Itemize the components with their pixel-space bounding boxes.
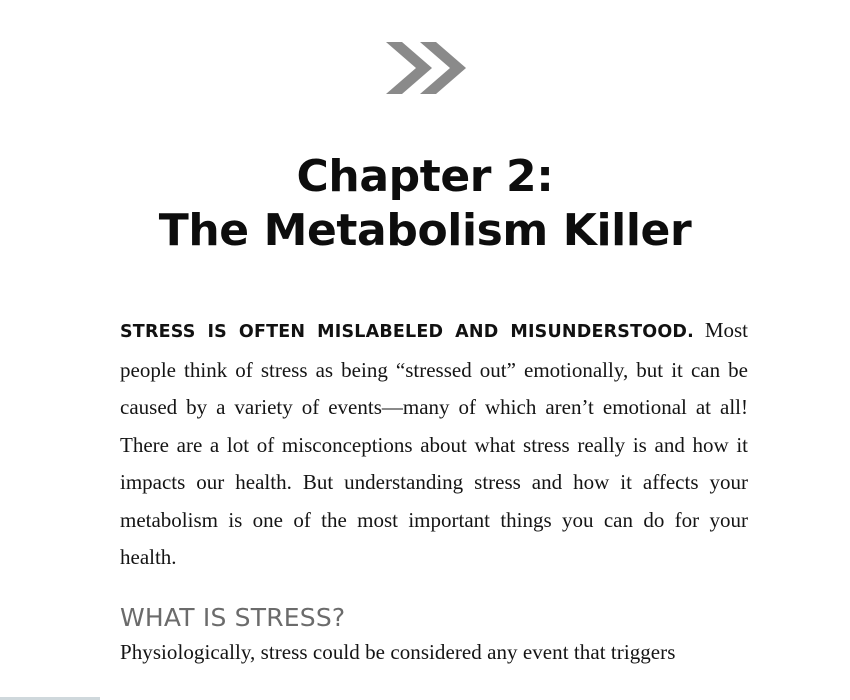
paragraph-intro-rest: Most people think of stress as being “stressed out” emotionally, but it can be caused by a variety of events—many of which aren’t emotional at all! There are a lot of misconceptions about what stress really is and how it impacts our health. But understanding stress and how it affects your metabolism is one of the most important things you can do for your health. <box>120 318 749 569</box>
body-text <box>120 312 748 671</box>
chapter-title-line-1: Chapter 2: <box>296 151 554 202</box>
page-title <box>0 150 850 257</box>
lead-in-text: STRESS IS OFTEN MISLABELED AND MISUNDERSTOOD. <box>120 322 694 342</box>
paragraph-intro <box>120 312 748 577</box>
paragraph-trailing: Physiologically, stress could be considered any event that triggers <box>120 639 676 664</box>
section-heading: WHAT IS STRESS? <box>120 602 346 632</box>
chapter-title-line-2: The Metabolism Killer <box>158 204 692 256</box>
double-chevron-right-icon <box>0 38 850 102</box>
